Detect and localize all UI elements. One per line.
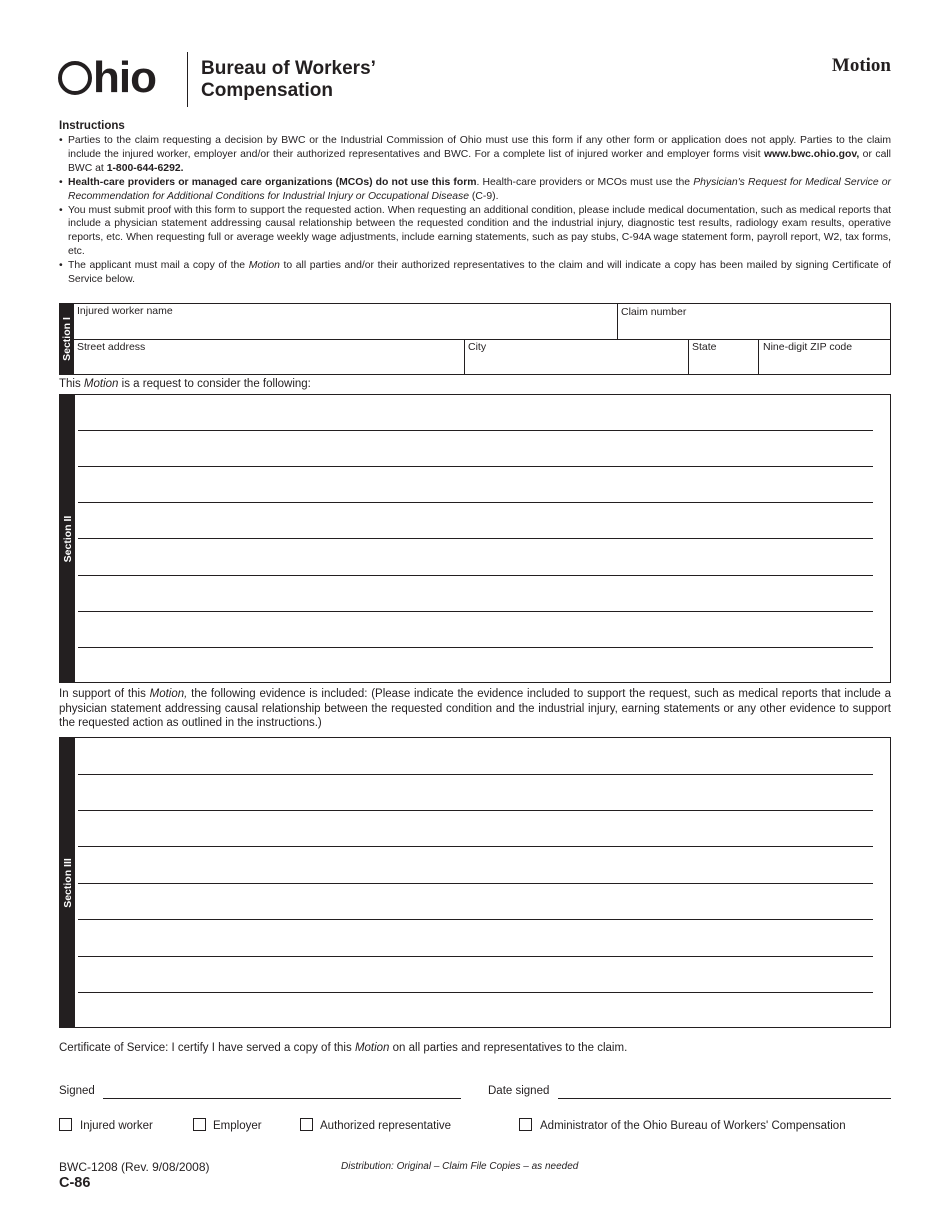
injured-worker-option-label: Injured worker: [80, 1120, 153, 1132]
certificate-of-service: Certificate of Service: I certify I have served a copy of this Motion on all parties and representatives to the claim.: [59, 1042, 628, 1054]
administrator-option-label: Administrator of the Ohio Bureau of Workers' Compensation: [540, 1120, 846, 1132]
authorized-representative-option-label: Authorized representative: [320, 1120, 452, 1132]
instruction-item: • Health-care providers or managed care organizations (MCOs) do not use this form. Health-care providers or MCOs must use the Physician's Request for Medical Service or Recommendation for Additional Conditions for Industrial Injury or Occupational Disease (C-9).: [68, 176, 891, 204]
agency-name: [201, 58, 376, 102]
header-divider: [187, 52, 188, 107]
form-code: C-86: [59, 1175, 91, 1191]
instructions-heading: Instructions: [59, 120, 125, 132]
writing-line: [78, 430, 873, 431]
section-2-sidebar: [60, 395, 75, 682]
agency-line2: Compensation: [201, 80, 333, 101]
injured-worker-checkbox[interactable]: [59, 1118, 72, 1131]
date-signed-label: Date signed: [488, 1085, 550, 1097]
writing-line: [78, 774, 873, 775]
col-divider: [688, 339, 689, 374]
section-2-prompt: This Motion is a request to consider the following:: [59, 378, 311, 390]
writing-line: [78, 919, 873, 920]
section-2-box[interactable]: [59, 394, 891, 683]
city-field[interactable]: City: [468, 341, 487, 353]
writing-line: [78, 466, 873, 467]
writing-line: [78, 883, 873, 884]
section-3-box[interactable]: [59, 737, 891, 1028]
writing-line: [78, 538, 873, 539]
injured-worker-name-field[interactable]: Injured worker name: [77, 305, 173, 317]
instructions-list: [59, 134, 891, 287]
writing-line: [78, 810, 873, 811]
instruction-item: • Parties to the claim requesting a decision by BWC or the Industrial Commission of Ohio must use this form if any other form or application does not apply. Parties to the claim include the injured worker, employer and/or their authorized representatives and BWC. For a complete list of injured worker and employer forms visit www.bwc.ohio.gov, or call BWC at 1-800-644-6292.: [68, 134, 891, 176]
instruction-item: • The applicant must mail a copy of the Motion to all parties and/or their authorized representatives to the claim and will indicate a copy has been mailed by signing Certificate of Service below.: [68, 259, 891, 287]
ohio-logo-text: [58, 52, 156, 104]
employer-option-label: Employer: [213, 1120, 262, 1132]
instruction-item: • You must submit proof with this form to support the requested action. When requesting an additional condition, please include medical documentation, such as medical reports that include a physician statement addressing causal relationship between the requested condition and the industrial injury, diagnostic test results, radiology exam results, operative reports, etc. When requesting full or average weekly wage adjustments, include earning statements, such as pay stubs, C-94A wage statement form, payroll report, W2, tax forms, etc.: [68, 204, 891, 260]
writing-line: [78, 992, 873, 993]
ohio-logo: [58, 52, 178, 104]
section-1-box: [59, 303, 891, 375]
writing-line: [78, 611, 873, 612]
section-3-sidebar: [60, 738, 75, 1027]
logo-rest: hio: [93, 53, 156, 102]
col-divider: [464, 339, 465, 374]
section-1-label: Section I: [61, 317, 73, 361]
date-signed-line[interactable]: [558, 1098, 891, 1099]
authorized-representative-checkbox[interactable]: [300, 1118, 313, 1131]
writing-line: [78, 956, 873, 957]
bwc-phone: 1-800-644-6292.: [106, 162, 184, 174]
zip-field[interactable]: Nine-digit ZIP code: [763, 341, 853, 353]
col-divider: [617, 304, 618, 339]
row-divider: [74, 339, 890, 340]
writing-line: [78, 575, 873, 576]
writing-line: [78, 502, 873, 503]
signed-label: Signed: [59, 1085, 95, 1097]
street-address-field[interactable]: Street address: [77, 341, 146, 353]
section-3-prompt: In support of this Motion, the following evidence is included: (Please indicate the evidence included to support the request, such as medical reports that include a physician statement addressing causal relationship between the requested condition and the industrial injury, earning statements or any other evidence to support the requested action as outlined in the instructions.): [59, 688, 891, 730]
writing-line: [78, 647, 873, 648]
form-number: BWC-1208 (Rev. 9/08/2008): [59, 1160, 210, 1174]
section-3-label: Section III: [61, 857, 74, 908]
form-title: Motion: [831, 55, 891, 76]
employer-checkbox[interactable]: [193, 1118, 206, 1131]
section-1-sidebar: [60, 304, 74, 374]
administrator-checkbox[interactable]: [519, 1118, 532, 1131]
claim-number-field[interactable]: Claim number: [621, 306, 687, 318]
state-field[interactable]: State: [692, 341, 717, 353]
agency-line1: Bureau of Workers’: [201, 58, 376, 79]
section-2-label: Section II: [61, 515, 74, 562]
writing-line: [78, 846, 873, 847]
bwc-website-link[interactable]: www.bwc.ohio.gov,: [763, 148, 860, 160]
col-divider: [758, 339, 759, 374]
distribution-note: Distribution: Original – Claim File Copies – as needed: [341, 1161, 579, 1172]
signature-line[interactable]: [103, 1098, 461, 1099]
